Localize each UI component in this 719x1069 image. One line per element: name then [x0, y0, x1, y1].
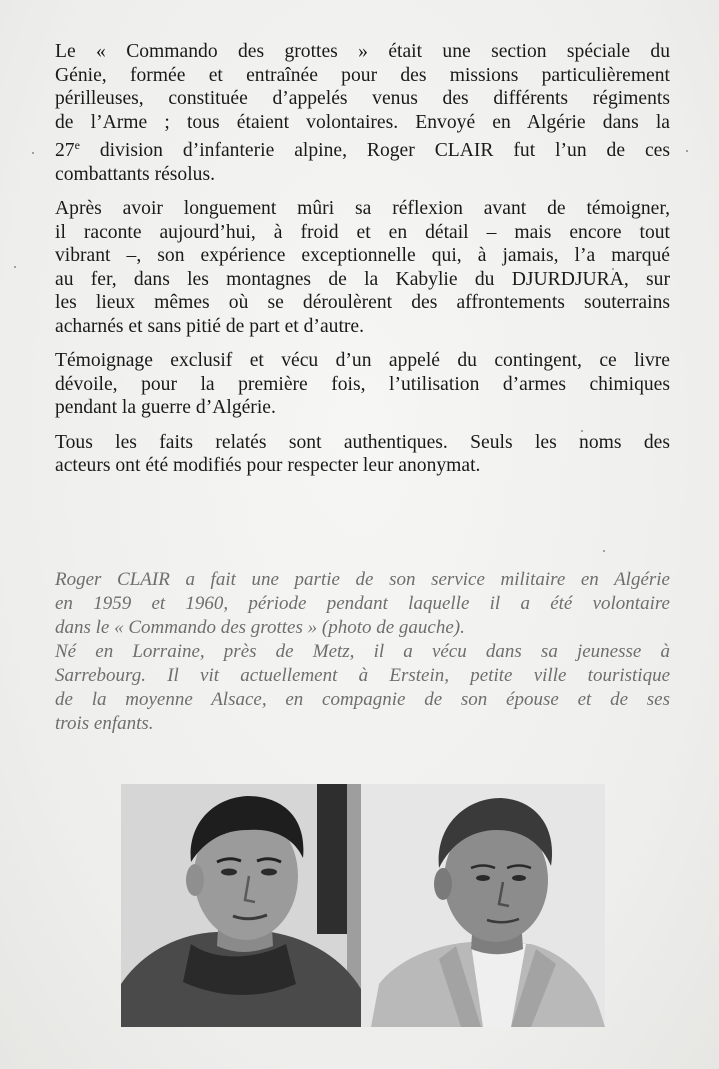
scan-speck — [14, 266, 16, 268]
text-line: Après avoir longuement mûri sa réflexion avant de témoigner, — [55, 198, 670, 219]
text-line: pendant la guerre d’Algérie. — [55, 397, 276, 418]
text-line: Témoignage exclusif et vécu d’un appelé du contingent, ce livre — [55, 350, 670, 371]
paragraph-2 — [55, 197, 670, 338]
text-line: périlleuses, constituée d’appelés venus des différents régiments — [55, 88, 670, 109]
older-man-portrait — [361, 784, 605, 1027]
author-photos — [121, 784, 605, 1027]
scan-speck — [686, 150, 688, 152]
text-line: Génie, formée et entraînée pour des missions particulièrement — [55, 64, 670, 86]
blurb-text — [55, 40, 670, 478]
text-line: il raconte aujourd’hui, à froid et en détail – mais encore tout — [55, 221, 670, 243]
text-line: Tous les faits relatés sont authentiques. Seuls les noms des — [55, 431, 670, 453]
ordinal-number: 27 — [55, 140, 75, 161]
text-line: acteurs ont été modifiés pour respecter leur anonymat. — [55, 455, 481, 476]
scan-speck — [32, 152, 34, 154]
text-line: de l’Arme ; tous étaient volontaires. Envoyé en Algérie dans la — [55, 111, 670, 133]
text-line: combattants résolus. — [55, 163, 215, 185]
bio-line: Né en Lorraine, près de Metz, il a vécu dans sa jeunesse à — [55, 641, 670, 662]
author-bio — [55, 568, 670, 736]
scan-speck — [603, 550, 605, 552]
text-line: au fer, dans les montagnes de la Kabylie du DJURDJURA, sur — [55, 268, 670, 290]
older-man-portrait-icon — [361, 784, 605, 1027]
ordinal-rest: division d’infanterie alpine, Roger CLAIR fut l’un de ces — [79, 140, 670, 161]
paragraph-1 — [55, 40, 670, 186]
text-line: les lieux mêmes où se déroulèrent des affrontements souterrains — [55, 292, 670, 313]
ordinal-superscript: e — [74, 138, 80, 152]
young-soldier-portrait-icon — [121, 784, 361, 1027]
text-line: acharnés et sans pitié de part et d’autre. — [55, 315, 365, 337]
text-line: vibrant –, son expérience exceptionnelle qui, à jamais, l’a marqué — [55, 245, 670, 266]
bio-line: en 1959 et 1960, période pendant laquelle il a été volontaire — [55, 593, 670, 614]
paragraph-4 — [55, 431, 670, 478]
text-line: Le « Commando des grottes » était une section spéciale du — [55, 41, 670, 62]
paragraph-3 — [55, 349, 670, 420]
bio-line: Sarrebourg. Il vit actuellement à Erstein, petite ville touristique — [55, 665, 670, 686]
bio-line: Roger CLAIR a fait une partie de son service militaire en Algérie — [55, 569, 670, 590]
bio-line: de la moyenne Alsace, en compagnie de son épouse et de ses — [55, 689, 670, 710]
bio-line: dans le « Commando des grottes » (photo de gauche). — [55, 617, 465, 638]
bio-line: trois enfants. — [55, 713, 154, 734]
text-line-ordinal — [55, 134, 670, 163]
text-line: dévoile, pour la première fois, l’utilisation d’armes chimiques — [55, 373, 670, 395]
young-soldier-portrait — [121, 784, 361, 1027]
